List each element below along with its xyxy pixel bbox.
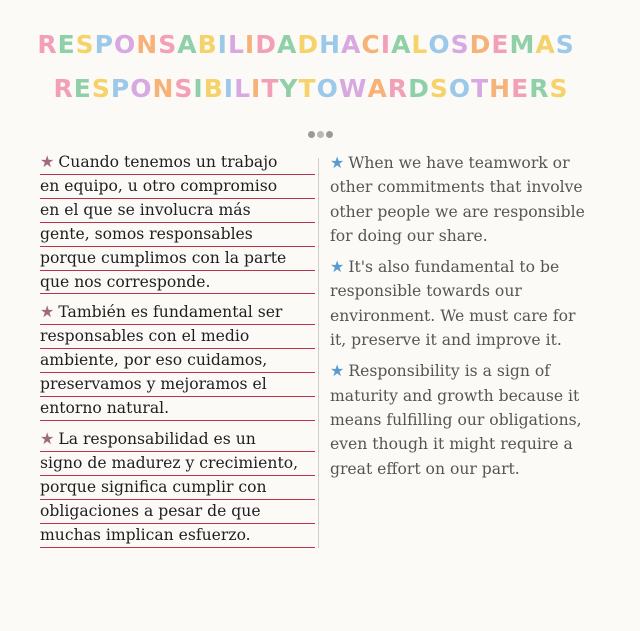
decorative-dot: [326, 131, 333, 138]
star-icon: ★: [330, 153, 345, 172]
text-line: responsible towards our: [330, 282, 522, 301]
paragraph: [330, 255, 625, 352]
text-line: environment. We must care for: [330, 306, 576, 325]
english-column: [330, 151, 625, 481]
paragraph: [330, 359, 625, 480]
text-line: means fulfilling our obligations,: [330, 410, 582, 429]
star-icon: ★: [40, 428, 55, 448]
text-line: obligaciones a pesar de que: [40, 500, 315, 524]
text-line: ★ También es fundamental ser: [40, 301, 315, 325]
text-line: for doing our share.: [330, 226, 488, 245]
text-line: en equipo, u otro compromiso: [40, 175, 315, 199]
text-line: even though it might require a: [330, 435, 573, 454]
paragraph: [40, 301, 315, 421]
title-spanish: [0, 30, 640, 59]
title-text: RESPONSIBILITYTOWARDSOTHERS: [53, 74, 569, 103]
text-line: ★ It's also fundamental to be: [330, 257, 560, 277]
paragraph: [40, 151, 315, 294]
decorative-dot: [317, 131, 324, 138]
text-line: great effort on our part.: [330, 459, 520, 478]
paragraph: [40, 428, 315, 548]
title-text: RESPONSABILIDADHACIALOSDEMAS: [37, 30, 575, 59]
decorative-dot: [308, 131, 315, 138]
text-line: ★ Cuando tenemos un trabajo: [40, 151, 315, 175]
decorative-dots: [0, 123, 640, 133]
text-line: other people we are responsible: [330, 202, 585, 221]
text-line: muchas implican esfuerzo.: [40, 524, 315, 548]
text-line: it, preserve it and improve it.: [330, 331, 562, 350]
text-line: que nos corresponde.: [40, 271, 315, 295]
column-divider: [318, 158, 319, 548]
spanish-column: [40, 151, 315, 548]
text-line: en el que se involucra más: [40, 199, 315, 223]
text-line: porque cumplimos con la parte: [40, 247, 315, 271]
text-line: ★ When we have teamwork or: [330, 153, 570, 172]
text-line: signo de madurez y crecimiento,: [40, 452, 315, 476]
text-line: ambiente, por eso cuidamos,: [40, 349, 315, 373]
text-line: ★ La responsabilidad es un: [40, 428, 315, 452]
text-line: other commitments that involve: [330, 178, 583, 197]
paragraph: [330, 151, 625, 248]
star-icon: ★: [330, 257, 345, 277]
text-line: entorno natural.: [40, 397, 315, 421]
text-line: ★ Responsibility is a sign of: [330, 361, 551, 381]
text-line: preservamos y mejoramos el: [40, 373, 315, 397]
text-line: responsables con el medio: [40, 325, 315, 349]
text-line: maturity and growth because it: [330, 386, 580, 405]
star-icon: ★: [40, 152, 55, 171]
text-line: gente, somos responsables: [40, 223, 315, 247]
text-line: porque significa cumplir con: [40, 476, 315, 500]
star-icon: ★: [330, 361, 345, 381]
title-english: [0, 74, 640, 103]
star-icon: ★: [40, 302, 55, 322]
